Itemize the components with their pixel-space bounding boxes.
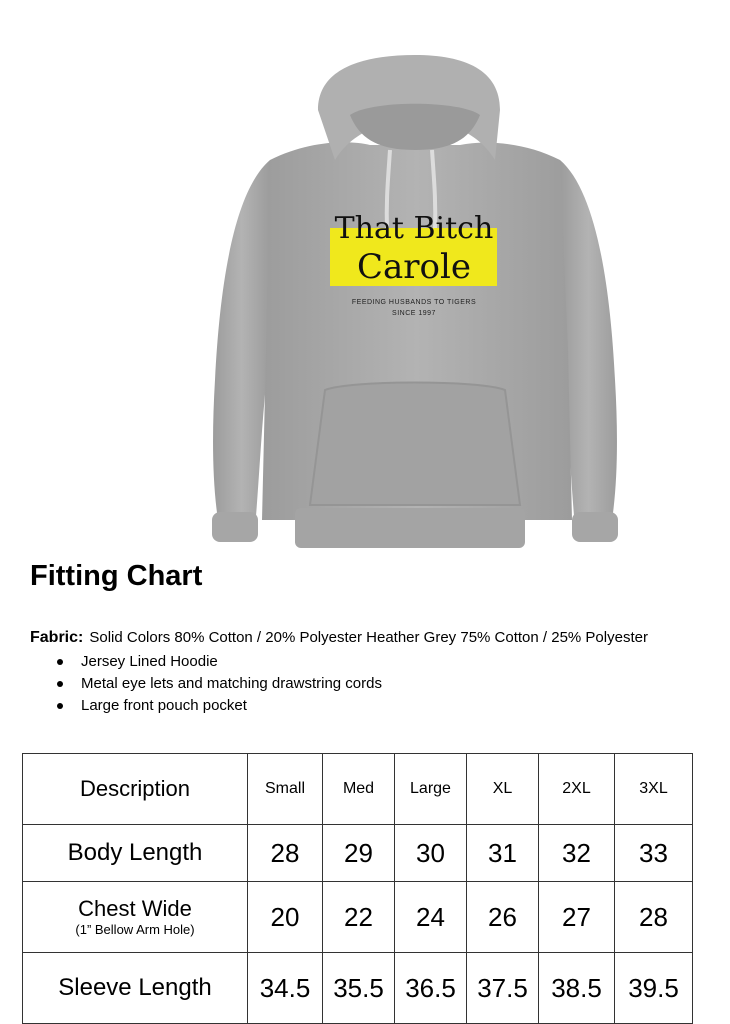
fitting-chart-title: Fitting Chart (30, 560, 203, 592)
bullet-icon (57, 681, 63, 687)
header-cell: Med (323, 754, 395, 825)
feature-list (55, 651, 382, 717)
hoodie-product-image (200, 50, 630, 550)
fabric-info (30, 629, 648, 647)
table-cell: 20 (248, 882, 323, 953)
header-cell: 3XL (615, 754, 693, 825)
table-cell: 28 (248, 825, 323, 882)
hoodie-illustration (200, 50, 630, 550)
graphic-line1: That Bitch (334, 211, 494, 246)
table-cell: 30 (395, 825, 467, 882)
header-cell: Description (23, 754, 248, 825)
fabric-text: Solid Colors 80% Cotton / 20% Polyester Heather Grey 75% Cotton / 25% Polyester (89, 629, 648, 646)
row-label (23, 882, 248, 953)
header-cell: Large (395, 754, 467, 825)
graphic-tagline1: FEEDING HUSBANDS TO TIGERS (351, 299, 477, 306)
graphic-tagline2: SINCE 1997 (392, 310, 436, 317)
size-chart-table (22, 753, 693, 1024)
table-header-row (23, 754, 693, 825)
table-cell: 28 (615, 882, 693, 953)
table-cell: 37.5 (467, 953, 539, 1024)
row-label-text: Chest Wide (78, 896, 192, 921)
table-cell: 26 (467, 882, 539, 953)
table-row (23, 882, 693, 953)
graphic-line2: Carole (356, 247, 472, 287)
table-cell: 27 (539, 882, 615, 953)
row-label: Body Length (23, 825, 248, 882)
table-cell: 36.5 (395, 953, 467, 1024)
feature-item: Large front pouch pocket (55, 695, 382, 717)
table-cell: 32 (539, 825, 615, 882)
header-cell: XL (467, 754, 539, 825)
row-label: Sleeve Length (23, 953, 248, 1024)
feature-item: Metal eye lets and matching drawstring cords (55, 673, 382, 695)
table-cell: 39.5 (615, 953, 693, 1024)
table-cell: 29 (323, 825, 395, 882)
table-cell: 24 (395, 882, 467, 953)
bullet-icon (57, 659, 63, 665)
table-row (23, 953, 693, 1024)
table-cell: 31 (467, 825, 539, 882)
header-cell: 2XL (539, 754, 615, 825)
row-label-note: (1” Bellow Arm Hole) (75, 922, 195, 937)
fabric-label: Fabric: (30, 629, 84, 646)
bullet-icon (57, 703, 63, 709)
table-cell: 33 (615, 825, 693, 882)
feature-item: Jersey Lined Hoodie (55, 651, 382, 673)
table-cell: 35.5 (323, 953, 395, 1024)
table-cell: 34.5 (248, 953, 323, 1024)
table-row (23, 825, 693, 882)
header-cell: Small (248, 754, 323, 825)
table-cell: 38.5 (539, 953, 615, 1024)
table-cell: 22 (323, 882, 395, 953)
